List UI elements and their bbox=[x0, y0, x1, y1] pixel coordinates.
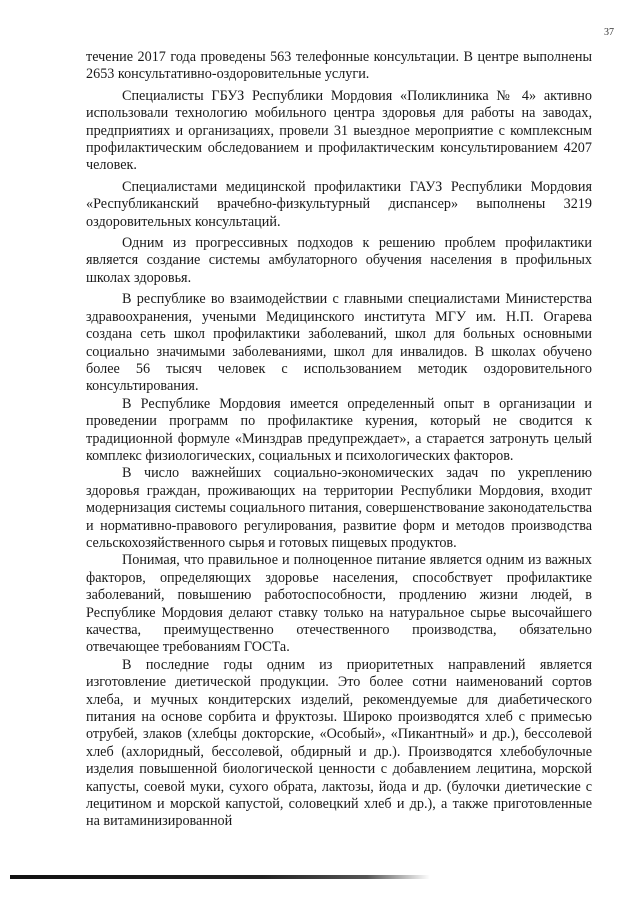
bottom-scan-line bbox=[10, 875, 430, 879]
paragraph-smoking-prevention: В Республике Мордовия имеется определенный опыт в организации и проведении программ по профилактике курения, который не сводится к традиционной формуле «Минздрав предупреждает», а старается затронуть целый комплекс физиологических, социальных и психологических факторов. bbox=[86, 395, 592, 464]
paragraph-healthy-food: Понимая, что правильное и полноценное питание является одним из важных факторов, определяющих здоровье населения, способствует профилактике заболеваний, повышению работоспособности, продлению жизни людей, в Республике Мордовия делают ставку только на натуральное сырье высочайшего качества, преимущественно отечественного производства, обязательно отвечающее требованиям ГОСТа. bbox=[86, 552, 592, 656]
document-body bbox=[86, 49, 592, 831]
page-number: 37 bbox=[604, 27, 614, 38]
paragraph-dietary-products: В последние годы одним из приоритетных направлений является изготовление диетической продукции. Это более сотни наименований сортов хлеба, и мучных кондитерских изделий, рекомендуемые для диабетического питания на основе сорбита и фруктозы. Широко производятся хлеб с примесью отрубей, злаков (хлебцы докторские, «Особый», «Пикантный» и др.), бессолевой хлеб (ахлоридный, бессолевой, обдирный и др.). Производятся хлебобулочные изделия повышенной биологической ценности с добавлением лецитина, морской капусты, соевой муки, сухого обрата, лактозы, йода и др. (булочки диетические с лецитином и морской капустой, соловецкий хлеб и др.), а также приготовленные на витаминизированной bbox=[86, 656, 592, 830]
paragraph-prevention-schools: В республике во взаимодействии с главными специалистами Министерства здравоохранения, учеными Медицинского института МГУ им. Н.П. Огарева создана сеть школ профилактики заболеваний, школ для больных основными социально значимыми заболеваниями, школ для инвалидов. В школах обучено более 56 тысяч человек с использованием методик оздоровительного консультирования. bbox=[86, 291, 592, 395]
paragraph-continuation: течение 2017 года проведены 563 телефонные консультации. В центре выполнены 2653 консультативно-оздоровительные услуги. bbox=[86, 49, 592, 83]
paragraph-sports-dispensary: Специалистами медицинской профилактики ГАУЗ Республики Мордовия «Республиканский врачебно-физкультурный диспансер» выполнены 3219 оздоровительных консультаций. bbox=[86, 178, 592, 230]
paragraph-health-schools: Одним из прогрессивных подходов к решению проблем профилактики является создание системы амбулаторного обучения населения в профильных школах здоровья. bbox=[86, 235, 592, 286]
paragraph-social-nutrition: В число важнейших социально-экономических задач по укреплению здоровья граждан, проживающих на территории Республики Мордовия, входит модернизация системы социального питания, совершенствование законодательства и нормативно-правового регулирования, развитие форм и методов производства сельскохозяйственного сырья и готовых пищевых продуктов. bbox=[86, 465, 592, 551]
paragraph-polyclinic-4: Специалисты ГБУЗ Республики Мордовия «Поликлиника № 4» активно использовали технологию мобильного центра здоровья для работы на заводах, предприятиях и организациях, провели 31 выездное мероприятие с комплексным профилактическим обследованием и профилактическим консультированием 4207 человек. bbox=[86, 87, 592, 174]
